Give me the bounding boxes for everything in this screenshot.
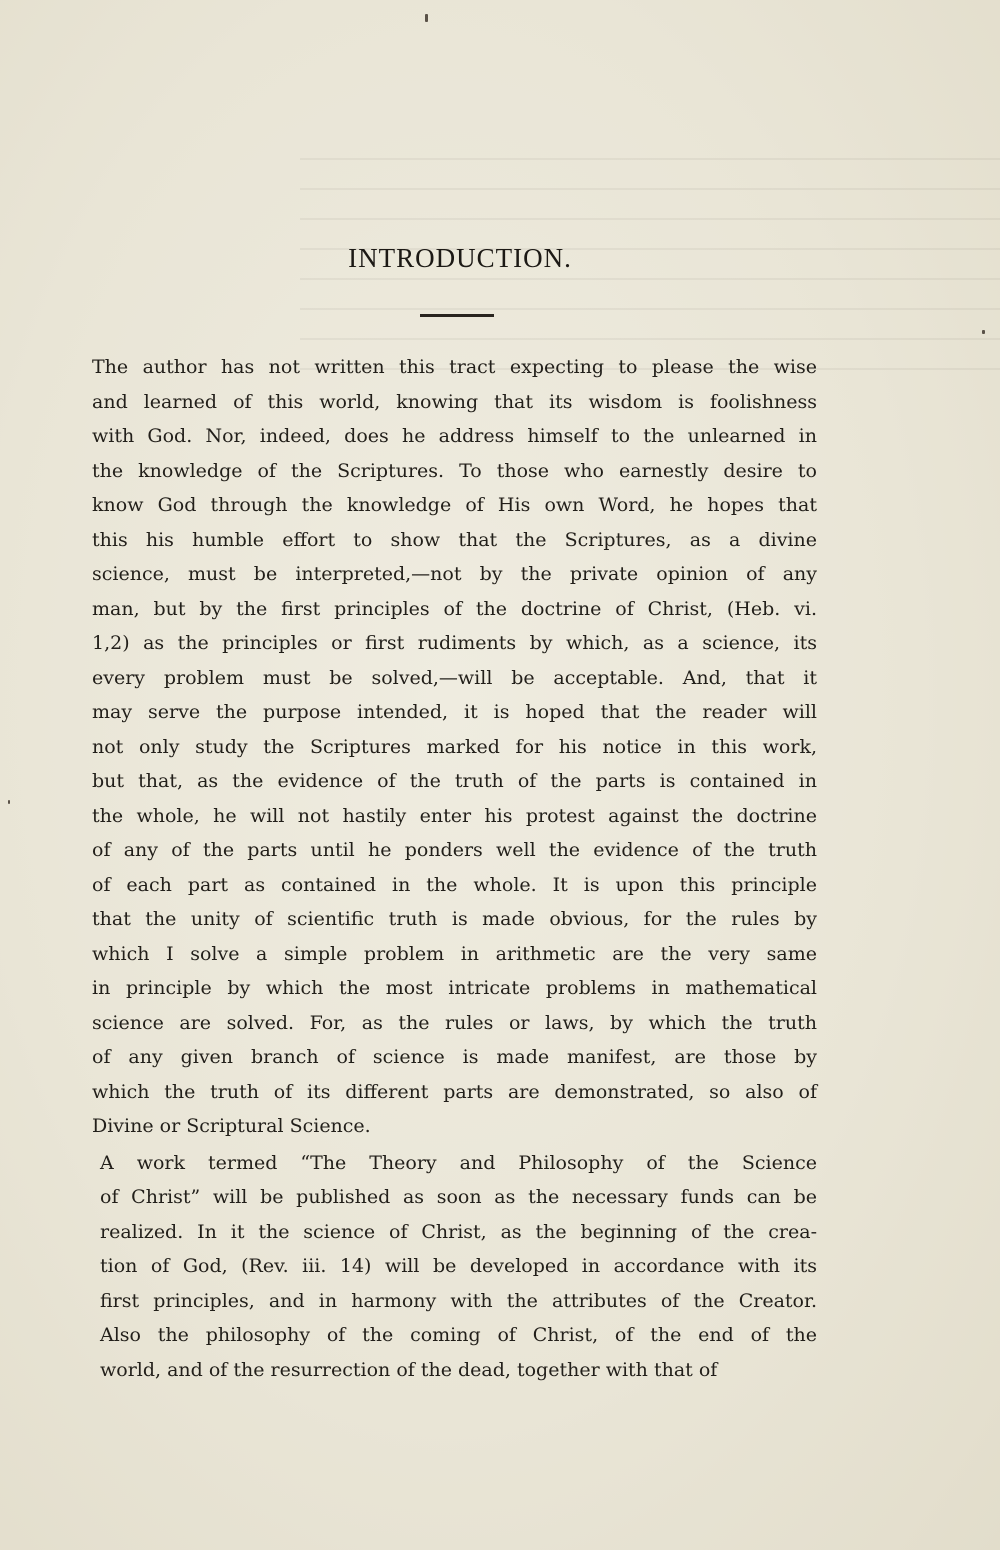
text-line: the whole, he will not hastily enter his protest against the doctrine (92, 804, 817, 827)
paper-speck (982, 330, 985, 334)
text-line: Divine or Scriptural Science. (92, 1115, 371, 1137)
page-title: INTRODUCTION. (348, 243, 572, 273)
text-line: Also the philosophy of the coming of Christ, of the end of the (100, 1324, 817, 1346)
text-line: in principle by which the most intricate problems in mathematical (92, 977, 817, 999)
text-line: science are solved. For, as the rules or laws, by which the truth (92, 1011, 817, 1034)
text-line: the knowledge of the Scriptures. To those who earnestly desire to (92, 459, 817, 482)
body-text (92, 350, 817, 1389)
paragraph-2 (92, 1146, 817, 1388)
text-line: science, must be interpreted,—not by the private opinion of any (92, 563, 817, 585)
text-line: that the unity of scientific truth is made obvious, for the rules by (92, 908, 817, 930)
text-line: and learned of this world, knowing that its wisdom is foolishness (92, 390, 817, 413)
text-line: this his humble effort to show that the Scriptures, as a divine (92, 528, 817, 551)
text-line: realized. In it the science of Christ, as the beginning of the crea- (100, 1220, 817, 1243)
title-rule (420, 314, 494, 317)
paper-speck (8, 800, 10, 804)
text-line: which I solve a simple problem in arithmetic are the very same (92, 942, 817, 965)
text-line: know God through the knowledge of His own Word, he hopes that (92, 494, 817, 516)
text-line: first principles, and in harmony with the attributes of the Creator. (100, 1289, 817, 1312)
text-line: of Christ” will be published as soon as the necessary funds can be (100, 1186, 817, 1208)
paragraph-1 (92, 350, 817, 1144)
text-line: may serve the purpose intended, it is hoped that the reader will (92, 701, 817, 723)
paper-speck (425, 14, 428, 22)
text-line: which the truth of its different parts are demonstrated, so also of (92, 1080, 817, 1103)
text-line: man, but by the first principles of the doctrine of Christ, (Heb. vi. (92, 597, 817, 620)
text-line: of any given branch of science is made manifest, are those by (92, 1046, 817, 1068)
text-line: tion of God, (Rev. iii. 14) will be developed in accordance with its (100, 1255, 817, 1277)
text-line: world, and of the resurrection of the dead, together with that of (100, 1358, 718, 1381)
text-line: 1,2) as the principles or first rudiments by which, as a science, its (92, 632, 817, 654)
text-line: A work termed “The Theory and Philosophy of the Science (100, 1151, 817, 1174)
text-line: with God. Nor, indeed, does he address himself to the unlearned in (92, 425, 817, 447)
text-line: The author has not written this tract expecting to please the wise (92, 356, 817, 378)
text-line: of each part as contained in the whole. It is upon this principle (92, 873, 817, 896)
text-line: every problem must be solved,—will be acceptable. And, that it (92, 666, 817, 689)
text-line: but that, as the evidence of the truth of the parts is contained in (92, 770, 817, 792)
text-line: of any of the parts until he ponders well the evidence of the truth (92, 839, 817, 861)
text-line: not only study the Scriptures marked for his notice in this work, (92, 735, 817, 758)
